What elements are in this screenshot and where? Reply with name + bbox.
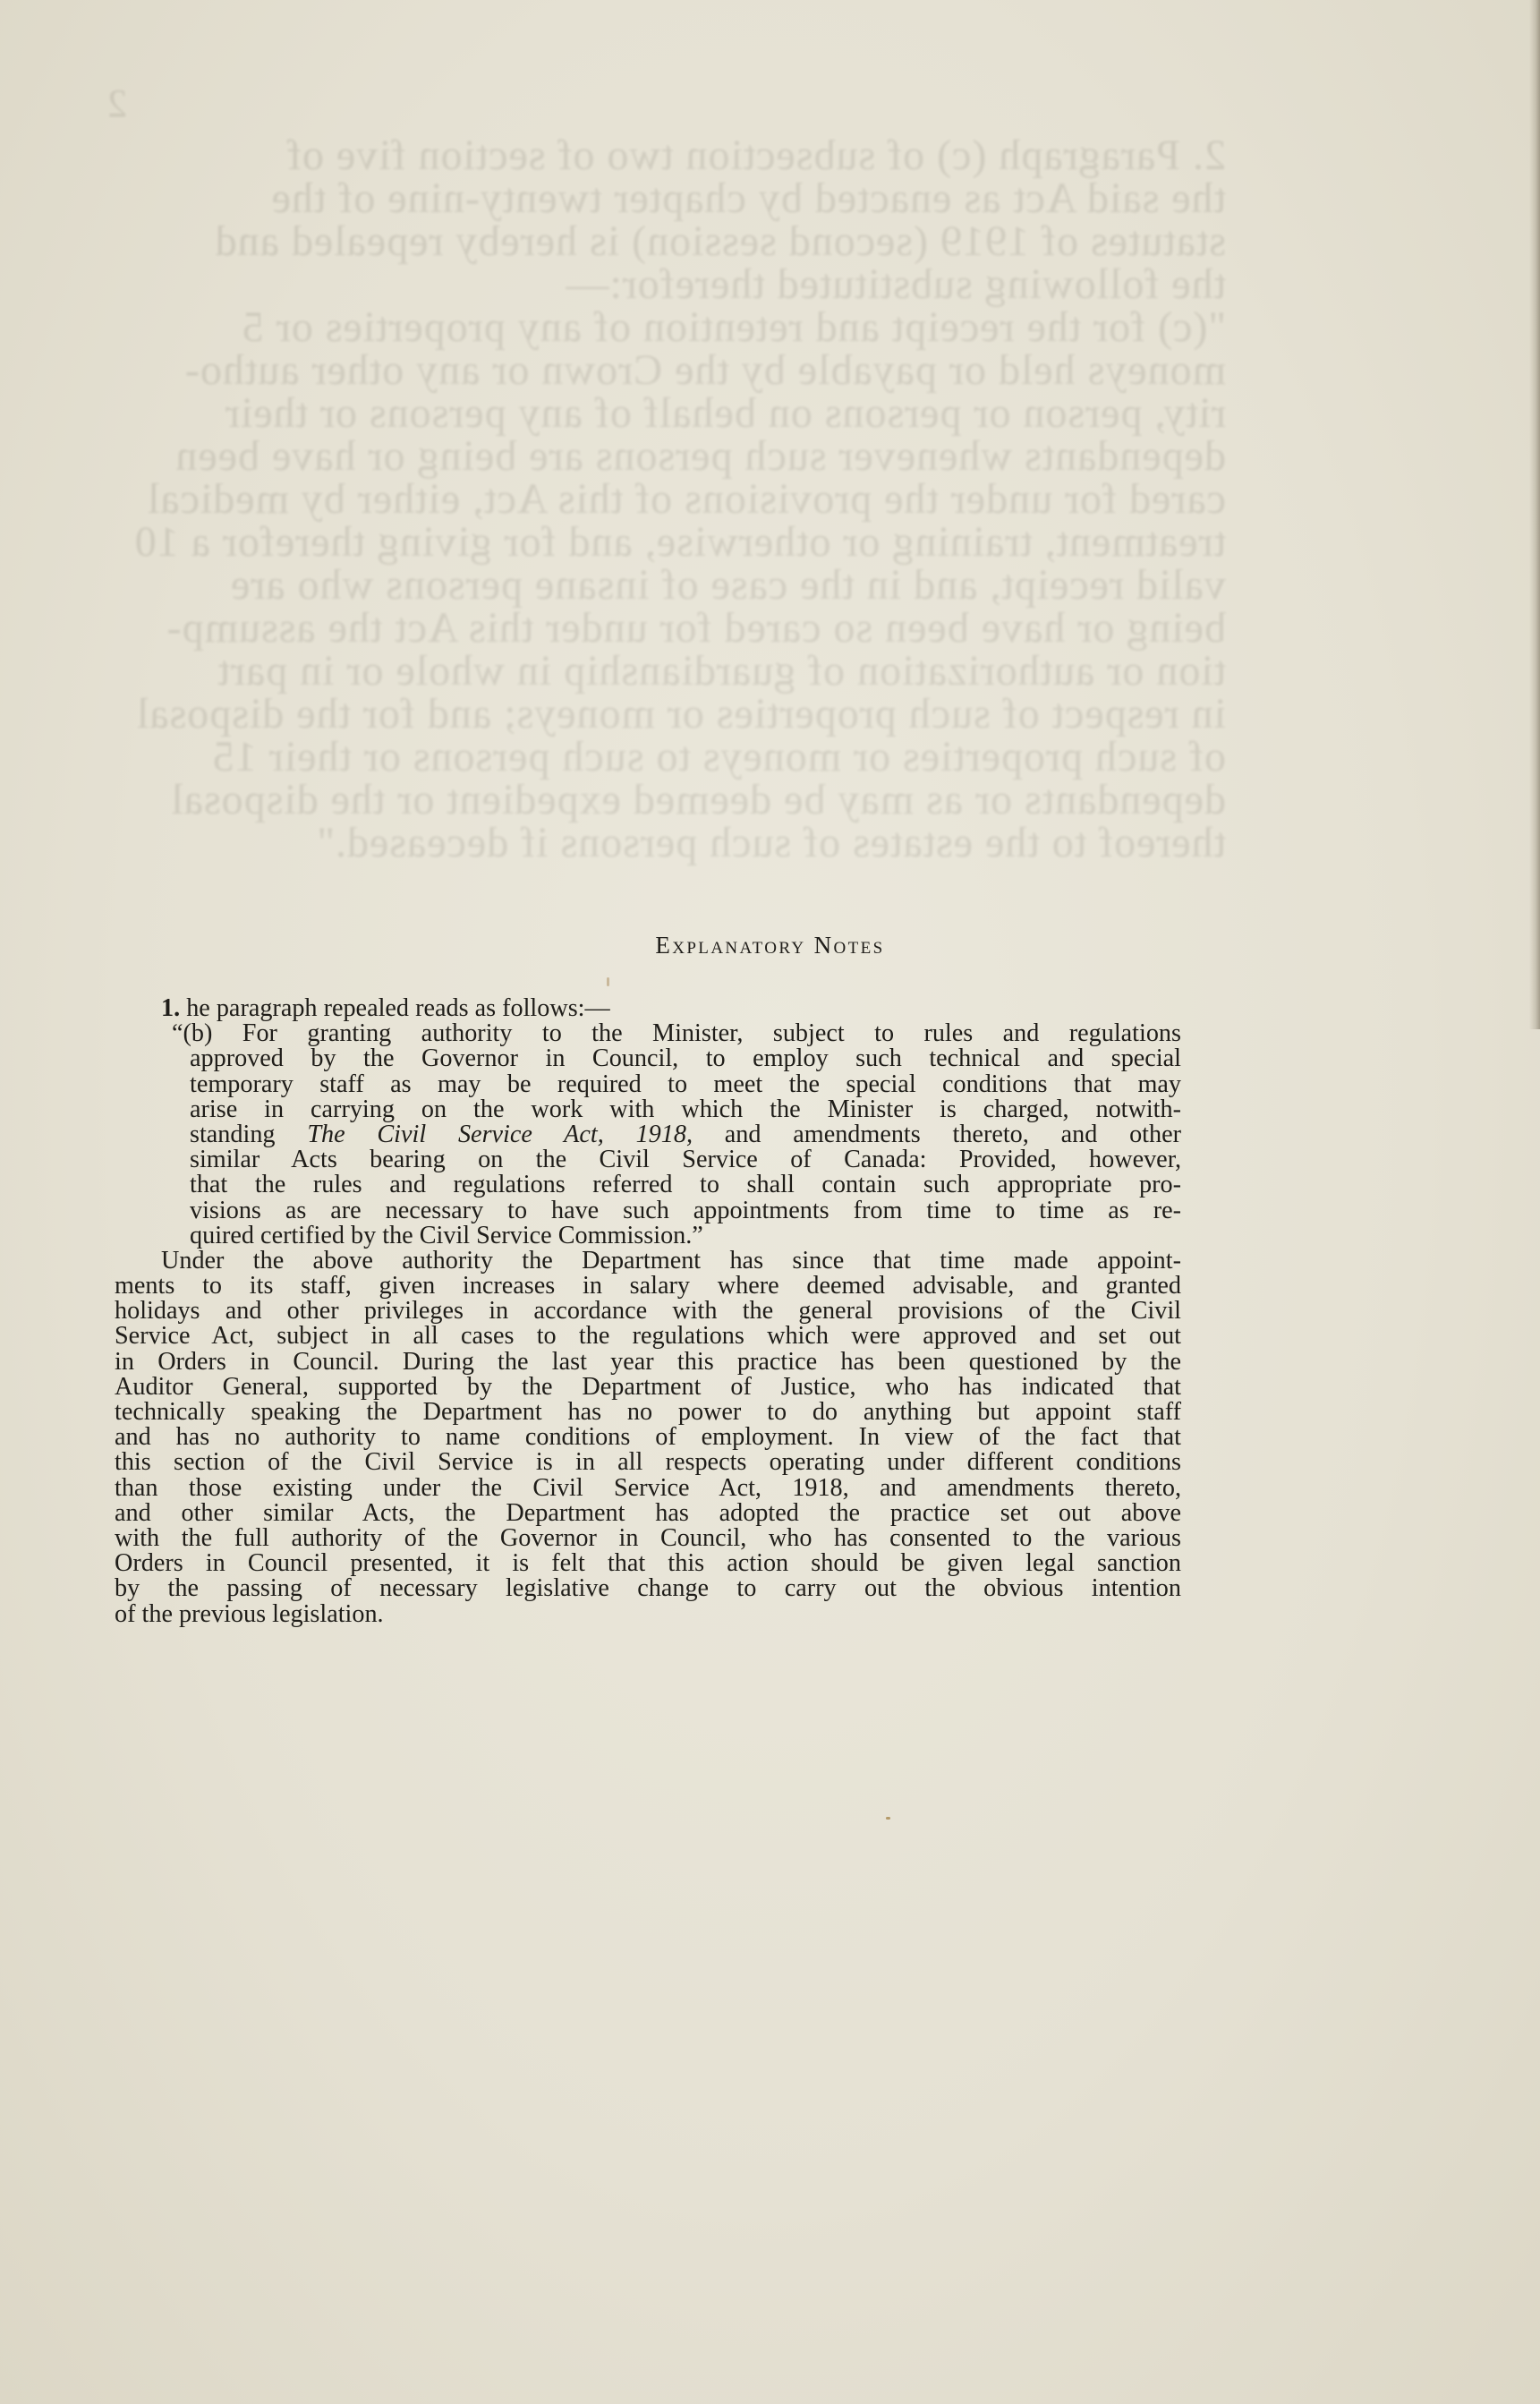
paragraph-line: technically speaking the Department has no power to do anything but appoint staff <box>115 1398 1181 1426</box>
quote-text: approved by the Governor in Council, to employ such technical and special <box>190 1044 1181 1073</box>
bleed-through-text <box>107 81 1226 868</box>
explanation-paragraph <box>115 1246 1181 1628</box>
quote-text: quired certified by the Civil Service Commission.” <box>190 1221 703 1249</box>
quote-text: temporary staff as may be required to meet the special conditions that may <box>190 1070 1181 1098</box>
italic-act-title: The Civil Service Act, 1918, <box>307 1120 693 1148</box>
bleed-through-line: the said Act as enacted by chapter twenty-nine of the <box>270 175 1226 222</box>
bleed-through-line: valid receipt, and in the case of insane persons who are <box>230 561 1226 609</box>
quote-text: similar Acts bearing on the Civil Service of Canada: Provided, however, <box>190 1146 1181 1174</box>
paragraph-line: Orders in Council presented, it is felt that this action should be given legal sanction <box>115 1549 1181 1578</box>
quote-text: that the rules and regulations referred to shall contain such appropriate pro- <box>190 1171 1181 1199</box>
note-intro-line <box>115 996 1181 1021</box>
explanatory-notes-body <box>115 996 1181 1627</box>
paragraph-line: by the passing of necessary legislative change to carry out the obvious intention <box>115 1574 1181 1603</box>
paragraph-line: with the full authority of the Governor in Council, who has consented to the various <box>115 1523 1181 1552</box>
bleed-through-line: in respect of such properties or moneys; and for the disposal <box>135 690 1226 737</box>
page-spine-shadow <box>1529 0 1540 1029</box>
paragraph-line: holidays and other privileges in accordance with the general provisions of the Civil <box>115 1297 1181 1326</box>
note-number: 1. <box>161 994 181 1022</box>
paragraph-line: ments to its staff, given increases in salary where deemed advisable, and granted <box>115 1272 1181 1300</box>
quote-text: and amendments thereto, and other <box>693 1120 1181 1148</box>
bleed-through-line: of such properties or moneys to such persons or their 15 <box>211 733 1226 780</box>
quote-line <box>115 1072 1181 1097</box>
bleed-through-line: moneys held or payable by the Crown or any other autho- <box>183 346 1226 394</box>
bleed-through-line: dependants whenever such persons are being or have been <box>174 432 1226 480</box>
bleed-through-line: thereof to the estates of such persons if deceased." <box>316 819 1226 866</box>
quote-line <box>115 1097 1181 1122</box>
quote-text: arise in carrying on the work with which the Minister is charged, notwith- <box>190 1095 1181 1123</box>
note-intro: he paragraph repealed reads as follows:— <box>186 994 610 1022</box>
quote-text: visions as are necessary to have such appointments from time to time as re- <box>190 1196 1181 1224</box>
quote-line <box>115 1198 1181 1223</box>
quote-line <box>115 1046 1181 1071</box>
paragraph-line: and has no authority to name conditions of employment. In view of the fact that <box>115 1423 1181 1452</box>
bleed-through-line: the following substituted therefor:— <box>565 260 1226 308</box>
bleed-through-line: 2. Paragraph (c) of subsection two of section five of <box>285 132 1226 179</box>
paragraph-line: in Orders in Council. During the last year this practice has been questioned by the <box>115 1347 1181 1376</box>
bleed-through-line: rity, person or persons on behalf of any persons or their <box>225 389 1226 437</box>
paper-mark <box>607 977 609 986</box>
bleed-through-line: being or have been so cared for under this Act the assump- <box>166 604 1226 652</box>
paragraph-line: Service Act, subject in all cases to the regulations which were approved and set out <box>115 1322 1181 1351</box>
quote-text: “(b) For granting authority to the Minister, subject to rules and regulations <box>172 1019 1181 1048</box>
paper-speck <box>886 1817 890 1820</box>
paragraph-line: of the previous legislation. <box>115 1599 384 1628</box>
quoted-paragraph <box>115 1021 1181 1249</box>
paragraph-line: Auditor General, supported by the Department of Justice, who has indicated that <box>115 1372 1181 1401</box>
quote-line <box>115 1172 1181 1198</box>
bleed-through-line: cared for under the provisions of this Act, either by medical <box>147 475 1226 523</box>
section-heading: Explanatory Notes <box>655 932 885 959</box>
bleed-through-line: "(c) for the receipt and retention of any properties or 5 <box>241 303 1226 351</box>
bleed-through-line: dependants or as may be deemed expedient or the disposal <box>170 776 1226 823</box>
bleed-through-line: tion or authorization of guardianship in whole or in part <box>217 647 1226 695</box>
bleed-through-line: statutes of 1919 (second session) is hereby repealed and <box>214 217 1226 265</box>
quote-line <box>115 1147 1181 1172</box>
paragraph-line: and other similar Acts, the Department has adopted the practice set out above <box>115 1498 1181 1527</box>
bleed-through-page-number: 2 <box>107 81 127 125</box>
paragraph-line: this section of the Civil Service is in all respects operating under different conditions <box>115 1448 1181 1477</box>
paragraph-line: Under the above authority the Department has since that time made appoint- <box>161 1246 1181 1274</box>
quote-line <box>115 1223 1181 1249</box>
quote-text: standing <box>190 1120 308 1148</box>
paragraph-line: than those existing under the Civil Service Act, 1918, and amendments thereto, <box>115 1473 1181 1502</box>
bleed-through-line: treatment, training or otherwise, and for giving therefor a 10 <box>133 518 1226 566</box>
quote-line <box>115 1122 1181 1147</box>
quote-line <box>115 1021 1181 1046</box>
